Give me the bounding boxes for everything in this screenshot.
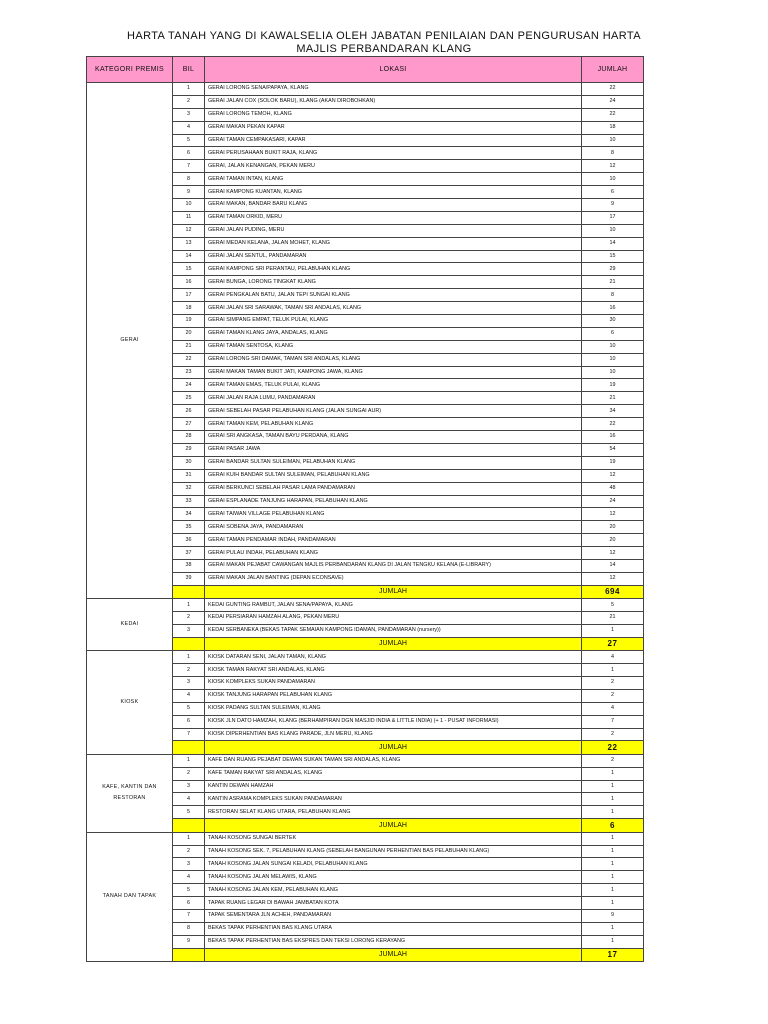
jumlah-cell: 19: [582, 379, 644, 392]
jumlah-cell: 10: [582, 366, 644, 379]
lokasi-cell: KIOSK PADANG SULTAN SULEIMAN, KLANG: [205, 702, 582, 715]
bil-cell: 39: [173, 572, 205, 585]
jumlah-cell: 2: [582, 676, 644, 689]
lokasi-cell: GERAI, JALAN KENANGAN, PEKAN MERU: [205, 160, 582, 173]
jumlah-cell: 12: [582, 160, 644, 173]
jumlah-cell: 9: [582, 910, 644, 923]
bil-cell: 4: [173, 121, 205, 134]
lokasi-cell: KIOSK KOMPLEKS SUKAN PANDAMARAN: [205, 676, 582, 689]
header-kategori: KATEGORI PREMIS: [87, 57, 173, 83]
jumlah-cell: 22: [582, 83, 644, 96]
bil-cell: 17: [173, 289, 205, 302]
bil-cell: 29: [173, 443, 205, 456]
bil-cell: 2: [173, 664, 205, 677]
jumlah-cell: 24: [582, 495, 644, 508]
jumlah-cell: 1: [582, 935, 644, 948]
lokasi-cell: GERAI TAIWAN VILLAGE PELABUHAN KLANG: [205, 508, 582, 521]
lokasi-cell: GERAI TAMAN CEMPAKASARI, KAPAR: [205, 134, 582, 147]
bil-cell: 23: [173, 366, 205, 379]
lokasi-cell: GERAI JALAN SENTUL, PANDAMARAN: [205, 250, 582, 263]
bil-cell: 5: [173, 806, 205, 819]
jumlah-cell: 21: [582, 392, 644, 405]
jumlah-cell: 16: [582, 302, 644, 315]
bil-cell: 1: [173, 83, 205, 96]
jumlah-cell: 2: [582, 754, 644, 767]
total-label: JUMLAH: [205, 585, 582, 598]
total-value: 27: [582, 637, 644, 650]
bil-cell: 10: [173, 199, 205, 212]
bil-cell: 3: [173, 780, 205, 793]
category-cell: KEDAI: [87, 599, 173, 651]
jumlah-cell: 2: [582, 689, 644, 702]
lokasi-cell: KIOSK TANJUNG HARAPAN PELABUHAN KLANG: [205, 689, 582, 702]
bil-cell: 25: [173, 392, 205, 405]
jumlah-cell: 10: [582, 340, 644, 353]
jumlah-cell: 7: [582, 715, 644, 728]
bil-cell: 1: [173, 832, 205, 845]
bil-cell: 3: [173, 108, 205, 121]
bil-cell: 7: [173, 728, 205, 741]
total-label: JUMLAH: [205, 948, 582, 961]
lokasi-cell: GERAI PENGKALAN BATU, JALAN TEPI SUNGAI KLANG: [205, 289, 582, 302]
lokasi-cell: GERAI LORONG TEMOH, KLANG: [205, 108, 582, 121]
lokasi-cell: KIOSK DIPERHENTIAN BAS KLANG PARADE, JLN MERU, KLANG: [205, 728, 582, 741]
jumlah-cell: 20: [582, 521, 644, 534]
jumlah-cell: 48: [582, 482, 644, 495]
jumlah-cell: 4: [582, 702, 644, 715]
lokasi-cell: KIOSK TAMAN RAKYAT SRI ANDALAS, KLANG: [205, 664, 582, 677]
bil-cell: 9: [173, 935, 205, 948]
jumlah-cell: 18: [582, 121, 644, 134]
bil-cell: 33: [173, 495, 205, 508]
lokasi-cell: GERAI TAMAN ORKID, MERU: [205, 211, 582, 224]
jumlah-cell: 1: [582, 884, 644, 897]
jumlah-cell: 8: [582, 147, 644, 160]
jumlah-cell: 30: [582, 315, 644, 328]
jumlah-cell: 1: [582, 871, 644, 884]
lokasi-cell: GERAI BUNGA, LORONG TINGKAT KLANG: [205, 276, 582, 289]
jumlah-cell: 1: [582, 793, 644, 806]
bil-cell: 7: [173, 160, 205, 173]
document-title-line-2: MAJLIS PERBANDARAN KLANG: [296, 43, 472, 55]
jumlah-cell: 1: [582, 858, 644, 871]
bil-cell: 14: [173, 250, 205, 263]
lokasi-cell: GERAI MAKAN PEJABAT CAWANGAN MAJLIS PERBANDARAN KLANG DI JALAN TENGKU KELANA (E-LIBRARY): [205, 559, 582, 572]
bil-cell: 24: [173, 379, 205, 392]
jumlah-cell: 14: [582, 237, 644, 250]
bil-cell: 5: [173, 884, 205, 897]
bil-cell: 1: [173, 754, 205, 767]
lokasi-cell: GERAI JALAN COX (SOLOK BARU), KLANG (AKAN DIROBOHKAN): [205, 95, 582, 108]
lokasi-cell: KIOSK JLN DATO HAMZAH, KLANG (BERHAMPIRAN DGN MASJID INDIA & LITTLE INDIA) (+ 1 - PUSAT INFORMASI): [205, 715, 582, 728]
lokasi-cell: GERAI PULAU INDAH, PELABUHAN KLANG: [205, 547, 582, 560]
jumlah-cell: 5: [582, 599, 644, 612]
property-table: [86, 56, 644, 962]
jumlah-cell: 12: [582, 508, 644, 521]
jumlah-cell: 12: [582, 572, 644, 585]
total-blank-cell: [173, 948, 205, 961]
lokasi-cell: GERAI TAMAN SENTOSA, KLANG: [205, 340, 582, 353]
lokasi-cell: KEDAI GUNTING RAMBUT, JALAN SENA/PAPAYA, KLANG: [205, 599, 582, 612]
total-blank-cell: [173, 585, 205, 598]
header-bil: BIL: [173, 57, 205, 83]
bil-cell: 15: [173, 263, 205, 276]
bil-cell: 6: [173, 147, 205, 160]
lokasi-cell: KANTIN ASRAMA KOMPLEKS SUKAN PANDAMARAN: [205, 793, 582, 806]
lokasi-cell: GERAI TAMAN EMAS, TELUK PULAI, KLANG: [205, 379, 582, 392]
document-title-line-1: HARTA TANAH YANG DI KAWALSELIA OLEH JABATAN PENILAIAN DAN PENGURUSAN HARTA: [127, 30, 641, 42]
lokasi-cell: GERAI BERKUNCI SEBELAH PASAR LAMA PANDAMARAN: [205, 482, 582, 495]
lokasi-cell: GERAI MAKAN JALAN BANTING (DEPAN ECONSAVE): [205, 572, 582, 585]
jumlah-cell: 22: [582, 108, 644, 121]
bil-cell: 4: [173, 689, 205, 702]
bil-cell: 3: [173, 858, 205, 871]
category-cell: KAFE, KANTIN DAN RESTORAN: [87, 754, 173, 832]
lokasi-cell: GERAI JALAN RAJA LUMU, PANDAMARAN: [205, 392, 582, 405]
bil-cell: 2: [173, 95, 205, 108]
jumlah-cell: 16: [582, 431, 644, 444]
lokasi-cell: GERAI PERUSAHAAN BUKIT RAJA, KLANG: [205, 147, 582, 160]
total-value: 22: [582, 741, 644, 754]
lokasi-cell: GERAI ESPLANADE TANJUNG HARAPAN, PELABUHAN KLANG: [205, 495, 582, 508]
lokasi-cell: KEDAI PERSIARAN HAMZAH ALANG, PEKAN MERU: [205, 612, 582, 625]
table-row: [87, 651, 644, 664]
table-row: [87, 754, 644, 767]
jumlah-cell: 12: [582, 547, 644, 560]
total-label: JUMLAH: [205, 637, 582, 650]
jumlah-cell: 34: [582, 405, 644, 418]
jumlah-cell: 1: [582, 806, 644, 819]
table-row: [87, 83, 644, 96]
lokasi-cell: KAFE DAN RUANG PEJABAT DEWAN SUKAN TAMAN SRI ANDALAS, KLANG: [205, 754, 582, 767]
lokasi-cell: TANAH KOSONG JALAN MELAWIS, KLANG: [205, 871, 582, 884]
lokasi-cell: BEKAS TAPAK PERHENTIAN BAS KLANG UTARA: [205, 922, 582, 935]
bil-cell: 3: [173, 624, 205, 637]
lokasi-cell: KANTIN DEWAN HAMZAH: [205, 780, 582, 793]
lokasi-cell: GERAI PASAR JAWA: [205, 443, 582, 456]
jumlah-cell: 24: [582, 95, 644, 108]
jumlah-cell: 21: [582, 612, 644, 625]
lokasi-cell: RESTORAN SELAT KLANG UTARA, PELABUHAN KLANG: [205, 806, 582, 819]
lokasi-cell: GERAI TAMAN KLANG JAYA, ANDALAS, KLANG: [205, 327, 582, 340]
bil-cell: 6: [173, 715, 205, 728]
bil-cell: 5: [173, 134, 205, 147]
total-blank-cell: [173, 637, 205, 650]
jumlah-cell: 20: [582, 534, 644, 547]
bil-cell: 2: [173, 612, 205, 625]
lokasi-cell: GERAI BANDAR SULTAN SULEIMAN, PELABUHAN KLANG: [205, 456, 582, 469]
lokasi-cell: GERAI KUIH BANDAR SULTAN SULEIMAN, PELABUHAN KLANG: [205, 469, 582, 482]
bil-cell: 32: [173, 482, 205, 495]
lokasi-cell: GERAI TAMAN PENDAMAR INDAH, PANDAMARAN: [205, 534, 582, 547]
category-cell: KIOSK: [87, 651, 173, 755]
lokasi-cell: GERAI LORONG SENA/PAPAYA, KLANG: [205, 83, 582, 96]
lokasi-cell: KAFE TAMAN RAKYAT SRI ANDALAS, KLANG: [205, 767, 582, 780]
header-jumlah: JUMLAH: [582, 57, 644, 83]
lokasi-cell: GERAI MAKAN, BANDAR BARU KLANG: [205, 199, 582, 212]
bil-cell: 20: [173, 327, 205, 340]
bil-cell: 2: [173, 767, 205, 780]
bil-cell: 1: [173, 599, 205, 612]
bil-cell: 1: [173, 651, 205, 664]
lokasi-cell: TANAH KOSONG JALAN KEM, PELABUHAN KLANG: [205, 884, 582, 897]
bil-cell: 37: [173, 547, 205, 560]
jumlah-cell: 1: [582, 780, 644, 793]
jumlah-cell: 21: [582, 276, 644, 289]
bil-cell: 12: [173, 224, 205, 237]
bil-cell: 7: [173, 910, 205, 923]
bil-cell: 8: [173, 173, 205, 186]
jumlah-cell: 9: [582, 199, 644, 212]
total-label: JUMLAH: [205, 741, 582, 754]
bil-cell: 8: [173, 922, 205, 935]
jumlah-cell: 19: [582, 456, 644, 469]
lokasi-cell: GERAI SOBENA JAYA, PANDAMARAN: [205, 521, 582, 534]
lokasi-cell: GERAI SIMPANG EMPAT, TELUK PULAI, KLANG: [205, 315, 582, 328]
bil-cell: 26: [173, 405, 205, 418]
lokasi-cell: GERAI TAMAN INTAN, KLANG: [205, 173, 582, 186]
bil-cell: 22: [173, 353, 205, 366]
lokasi-cell: GERAI SRI ANGKASA, TAMAN BAYU PERDANA, KLANG: [205, 431, 582, 444]
lokasi-cell: TAPAK SEMENTARA JLN ACHEH, PANDAMARAN: [205, 910, 582, 923]
jumlah-cell: 15: [582, 250, 644, 263]
bil-cell: 5: [173, 702, 205, 715]
jumlah-cell: 54: [582, 443, 644, 456]
category-cell: GERAI: [87, 83, 173, 599]
total-blank-cell: [173, 741, 205, 754]
bil-cell: 13: [173, 237, 205, 250]
lokasi-cell: GERAI MAKAN TAMAN BUKIT JATI, KAMPONG JAWA, KLANG: [205, 366, 582, 379]
bil-cell: 19: [173, 315, 205, 328]
bil-cell: 3: [173, 676, 205, 689]
table-row: [87, 832, 644, 845]
lokasi-cell: GERAI LORONG SRI DAMAK, TAMAN SRI ANDALAS, KLANG: [205, 353, 582, 366]
bil-cell: 21: [173, 340, 205, 353]
jumlah-cell: 10: [582, 173, 644, 186]
lokasi-cell: KEDAI SERBANEKA (BEKAS TAPAK SEMAIAN KAMPONG IDAMAN, PANDAMARAN (nursery)): [205, 624, 582, 637]
jumlah-cell: 1: [582, 845, 644, 858]
jumlah-cell: 10: [582, 353, 644, 366]
lokasi-cell: GERAI MAKAN PEKAN KAPAR: [205, 121, 582, 134]
jumlah-cell: 1: [582, 897, 644, 910]
total-label: JUMLAH: [205, 819, 582, 832]
lokasi-cell: GERAI JALAN PUDING, MERU: [205, 224, 582, 237]
jumlah-cell: 1: [582, 624, 644, 637]
total-value: 17: [582, 948, 644, 961]
jumlah-cell: 1: [582, 832, 644, 845]
bil-cell: 35: [173, 521, 205, 534]
jumlah-cell: 10: [582, 134, 644, 147]
jumlah-cell: 6: [582, 186, 644, 199]
bil-cell: 4: [173, 871, 205, 884]
jumlah-cell: 4: [582, 651, 644, 664]
bil-cell: 38: [173, 559, 205, 572]
jumlah-cell: 22: [582, 418, 644, 431]
bil-cell: 34: [173, 508, 205, 521]
jumlah-cell: 1: [582, 664, 644, 677]
total-value: 694: [582, 585, 644, 598]
bil-cell: 6: [173, 897, 205, 910]
bil-cell: 16: [173, 276, 205, 289]
jumlah-cell: 1: [582, 922, 644, 935]
bil-cell: 31: [173, 469, 205, 482]
lokasi-cell: TANAH KOSONG SEK. 7, PELABUHAN KLANG (SEBELAH BANGUNAN PERHENTIAN BAS PELABUHAN KLANG): [205, 845, 582, 858]
lokasi-cell: GERAI SEBELAH PASAR PELABUHAN KLANG (JALAN SUNGAI AUR): [205, 405, 582, 418]
jumlah-cell: 10: [582, 224, 644, 237]
jumlah-cell: 1: [582, 767, 644, 780]
bil-cell: 30: [173, 456, 205, 469]
jumlah-cell: 14: [582, 559, 644, 572]
jumlah-cell: 12: [582, 469, 644, 482]
bil-cell: 28: [173, 431, 205, 444]
bil-cell: 27: [173, 418, 205, 431]
lokasi-cell: KIOSK DATARAN SENI, JALAN TAMAN, KLANG: [205, 651, 582, 664]
table-header-row: [87, 57, 644, 83]
lokasi-cell: TANAH KOSONG JALAN SUNGAI KELADI, PELABUHAN KLANG: [205, 858, 582, 871]
bil-cell: 9: [173, 186, 205, 199]
total-blank-cell: [173, 819, 205, 832]
table-row: [87, 599, 644, 612]
jumlah-cell: 2: [582, 728, 644, 741]
jumlah-cell: 8: [582, 289, 644, 302]
lokasi-cell: BEKAS TAPAK PERHENTIAN BAS EKSPRES DAN TEKSI LORONG KERAYANG: [205, 935, 582, 948]
bil-cell: 2: [173, 845, 205, 858]
bil-cell: 36: [173, 534, 205, 547]
bil-cell: 4: [173, 793, 205, 806]
lokasi-cell: GERAI JALAN SRI SARAWAK, TAMAN SRI ANDALAS, KLANG: [205, 302, 582, 315]
jumlah-cell: 6: [582, 327, 644, 340]
lokasi-cell: TAPAK RUANG LEGAR DI BAWAH JAMBATAN KOTA: [205, 897, 582, 910]
jumlah-cell: 29: [582, 263, 644, 276]
lokasi-cell: GERAI KAMPONG KUANTAN, KLANG: [205, 186, 582, 199]
total-value: 6: [582, 819, 644, 832]
lokasi-cell: GERAI TAMAN KEM, PELABUHAN KLANG: [205, 418, 582, 431]
lokasi-cell: GERAI KAMPONG SRI PERANTAU, PELABUHAN KLANG: [205, 263, 582, 276]
header-lokasi: LOKASI: [205, 57, 582, 83]
lokasi-cell: GERAI MEDAN KELANA, JALAN MOHET, KLANG: [205, 237, 582, 250]
bil-cell: 18: [173, 302, 205, 315]
category-cell: TANAH DAN TAPAK: [87, 832, 173, 961]
jumlah-cell: 17: [582, 211, 644, 224]
lokasi-cell: TANAH KOSONG SUNGAI BERTEK: [205, 832, 582, 845]
bil-cell: 11: [173, 211, 205, 224]
